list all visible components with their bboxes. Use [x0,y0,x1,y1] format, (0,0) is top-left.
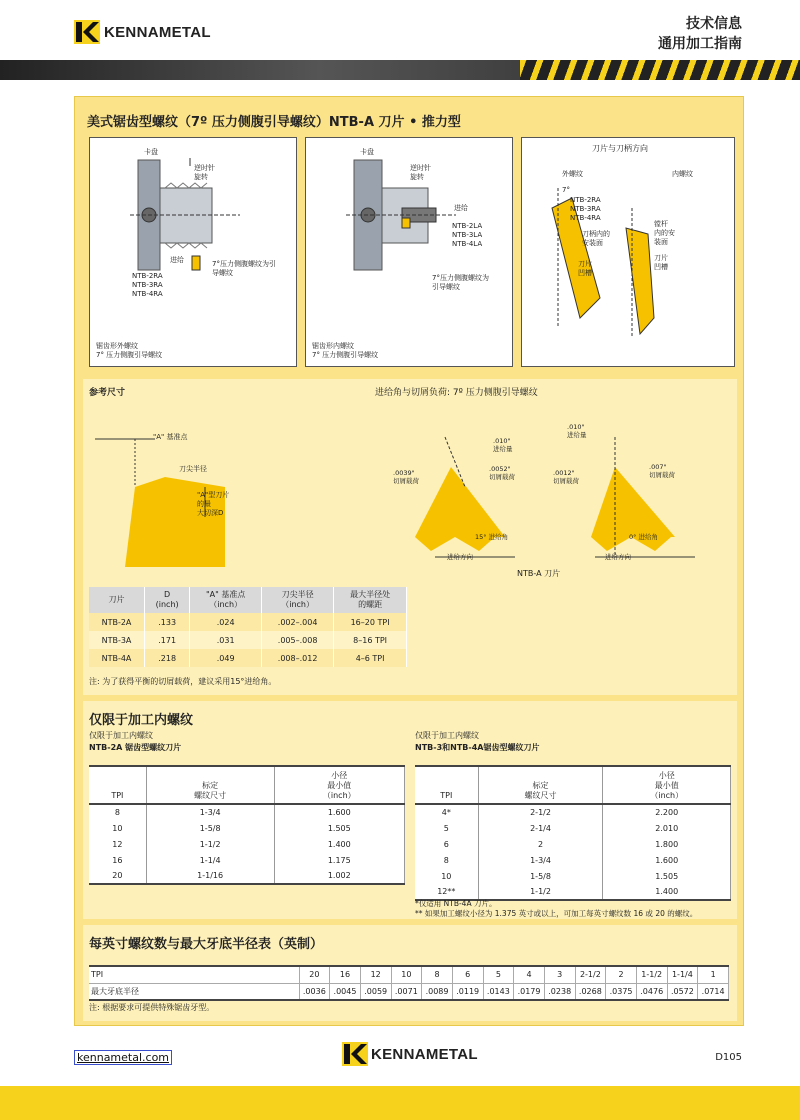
table-cell: .049 [190,649,262,667]
table-cell: 16–20 TPI [334,613,407,631]
table-cell: 4* [415,804,478,820]
table-row [89,852,405,868]
table-row [89,613,407,631]
radius-table [89,965,729,1001]
right-angle: 0° 进给角 [629,533,658,541]
table-row [89,649,407,667]
table-row [89,820,405,836]
table-cell: 2.010 [603,820,731,836]
fig2-chuck: 卡盘 [360,148,374,156]
table-cell: .0179 [514,983,545,1000]
header-stripe [0,60,800,80]
table-cell: 8–16 TPI [334,631,407,649]
tpi-label: TPI [89,966,299,983]
max-depth: "A"型刀片 的最 大切深D [197,491,230,517]
table-cell: 1-1/2 [478,884,603,900]
ref-title: 参考尺寸 [89,388,126,398]
radius-label: 最大牙底半径 [89,983,299,1000]
table-cell: NTB-3A [89,631,144,649]
k-logo-icon [342,1042,368,1066]
th-minor: 小径 最小值 （inch） [603,766,731,804]
left-sub2: NTB-2A 锯齿型螺纹刀片 [89,743,182,752]
table-cell: 8 [415,852,478,868]
table-cell: 20 [299,966,330,983]
table-header-row [89,766,405,804]
table-cell: 10 [89,820,146,836]
table-cell: .0476 [636,983,667,1000]
table-cell: .031 [190,631,262,649]
external-thread-diagram [90,138,296,366]
table-cell: NTB-4A [89,649,144,667]
left-sub1: 仅限于加工内螺纹 [89,731,153,740]
table-cell: 2-1/2 [575,966,606,983]
table-cell: .218 [144,649,189,667]
table-cell: 12 [360,966,391,983]
table-cell: 1-1/4 [667,966,698,983]
table-cell: .0089 [422,983,453,1000]
table-cell: 1-1/2 [146,836,274,852]
footer-bar [0,1086,800,1120]
fig1-caption: 锯齿形外螺纹 7° 压力侧腹引导螺纹 [96,342,163,359]
table-cell: 2 [478,836,603,852]
table-cell: .0143 [483,983,514,1000]
k-logo-icon [74,20,100,44]
fig1-ccw: 逆时针 旋转 [194,164,215,181]
header-titles [658,14,742,54]
table-cell: 2 [606,966,637,983]
th-nose-radius: 刀尖半径 （inch） [262,587,334,613]
header-line2: 通用加工指南 [658,36,742,52]
th-tpi: TPI [89,766,146,804]
right-direction: 进给方向 [605,553,631,561]
fig1-feed: 进给 [170,256,184,264]
fig3-title: 刀片与刀柄方向 [592,144,648,153]
fig2-flank: 7°压力侧腹螺纹为 引导螺纹 [432,274,489,291]
internal-thread-diagram [306,138,512,366]
table-cell: 1-1/2 [636,966,667,983]
table-cell: .024 [190,613,262,631]
table-cell: .0714 [698,983,729,1000]
th-pitch: 最大半径处 的螺距 [334,587,407,613]
left-feed: .010" 进给量 [493,437,513,453]
fig2-caption: 锯齿形内螺纹 7° 压力侧腹引导螺纹 [312,342,379,359]
table-cell: 16 [330,966,361,983]
right-sub1: 仅限于加工内螺纹 [415,731,479,740]
table-cell: 1.600 [603,852,731,868]
table-cell: 10 [391,966,422,983]
fig2-inserts: NTB-2LA NTB-3LA NTB-4LA [452,222,483,248]
note1: *仅适用 NTB-4A 刀片。 [415,899,497,908]
table-cell: 12** [415,884,478,900]
feed-title: 进给角与切屑负荷: 7º 压力侧腹引导螺纹 [375,388,538,398]
fig3-angle: 7° [562,186,570,194]
ref-note: 注: 为了获得平衡的切屑载荷，建议采用15°进给角。 [89,677,277,686]
table-cell: 1.175 [274,852,404,868]
table-cell: .0071 [391,983,422,1000]
table-header-row [415,766,731,804]
tpi-row [89,966,729,983]
table-cell: 1-1/4 [146,852,274,868]
fig3-groove-int: 刀片 凹槽 [654,254,668,271]
right-feed: .010" 进给量 [567,423,587,439]
footer-logo [342,1042,478,1066]
page-header [0,0,800,82]
table-row [415,852,731,868]
table-cell: 2-1/4 [478,820,603,836]
table-cell: .0268 [575,983,606,1000]
table-cell: 1.400 [603,884,731,900]
header-line1: 技术信息 [686,16,742,32]
fig3-groove-ext: 刀片 凹槽 [578,260,592,277]
table-row [415,804,731,820]
section4-note: 注: 根据要求可提供特殊锯齿牙型。 [89,1003,215,1012]
table-cell: 3 [544,966,575,983]
section3-title: 仅限于加工内螺纹 [89,713,194,728]
table-row [89,631,407,649]
ntb2a-table [89,765,405,885]
table-cell: 16 [89,852,146,868]
table-cell: 1.505 [603,868,731,884]
table-cell: .0045 [330,983,361,1000]
table-cell: .002–.004 [262,613,334,631]
radius-row [89,983,729,1000]
table-cell: .0036 [299,983,330,1000]
feed-angle-0-diagram [575,427,725,567]
table-cell: .008–.012 [262,649,334,667]
fig2-ccw: 逆时针 旋转 [410,164,431,181]
table-cell: 20 [89,868,146,884]
table-cell: 1-1/16 [146,868,274,884]
table-cell: 1.600 [274,804,404,820]
fig3-seat-ext: 刀柄内的 安装面 [582,230,610,247]
th-size: 标定 螺纹尺寸 [146,766,274,804]
table-row [415,884,731,900]
main-panel [74,96,744,1026]
table-row [415,820,731,836]
section1-title: 美式锯齿型螺纹（7º 压力侧腹引导螺纹）NTB-A 刀片 • 推力型 [87,115,461,130]
table-cell: .133 [144,613,189,631]
table-row [89,868,405,884]
table-cell: 8 [422,966,453,983]
table-cell: 1.800 [603,836,731,852]
footer-brand: KENNAMETAL [371,1045,478,1063]
ntb34a-table [415,765,731,901]
left-direction: 进给方向 [447,553,473,561]
th-insert: 刀片 [89,587,144,613]
right-sub2: NTB-3和NTB-4A锯齿型螺纹刀片 [415,743,540,752]
table-cell: 1-5/8 [478,868,603,884]
fig1-inserts: NTB-2RA NTB-3RA NTB-4RA [132,272,163,298]
section4-title: 每英寸螺纹数与最大牙底半径表（英制） [89,937,324,952]
fig3-internal: 内螺纹 [672,170,693,178]
fig1-flank: 7°压力侧腹螺纹为引 导螺纹 [212,260,276,277]
table-header-row [89,587,407,613]
table-cell: 4–6 TPI [334,649,407,667]
feed-angle-15-diagram [395,427,545,567]
table-cell: 1-3/4 [146,804,274,820]
table-row [89,836,405,852]
table-cell: .0238 [544,983,575,1000]
table-row [89,804,405,820]
table-cell: 12 [89,836,146,852]
table-cell: .171 [144,631,189,649]
table-cell: .0059 [360,983,391,1000]
table-cell: 6 [452,966,483,983]
table-row [415,836,731,852]
nose-radius: 刀尖半径 [179,465,207,473]
fig2-feed: 进给 [454,204,468,212]
table-row [415,868,731,884]
table-cell: .0572 [667,983,698,1000]
table-cell: 1.505 [274,820,404,836]
th-d: D (inch) [144,587,189,613]
left-load2: .0052" 切屑载荷 [489,465,515,481]
right-load1: .0012" 切屑载荷 [553,469,579,485]
orientation-diagram [522,138,734,366]
table-cell: 2.200 [603,804,731,820]
fig3-inserts: NTB-2RA NTB-3RA NTB-4RA [570,196,601,222]
kennametal-logo [74,20,211,44]
table-cell: 1 [698,966,729,983]
table-cell: 6 [415,836,478,852]
brand-name: KENNAMETAL [104,23,211,41]
table-cell: 1.002 [274,868,404,884]
fig3-seat-int: 镗杆 内的安 装面 [654,220,675,246]
figure-insert-orientation [521,137,735,367]
table-cell: 5 [415,820,478,836]
fig1-chuck: 卡盘 [144,148,158,156]
left-angle: 15° 进给角 [475,533,509,541]
table-cell: .0375 [606,983,637,1000]
reference-insert-diagram [95,427,255,567]
right-load2: .007" 切屑载荷 [649,463,675,479]
page-number: D105 [715,1052,742,1063]
insert-label: NTB-A 刀片 [517,569,561,578]
table-cell: .005–.008 [262,631,334,649]
table-cell: 1.400 [274,836,404,852]
table-cell: 5 [483,966,514,983]
ref-point: "A" 基准点 [153,433,188,441]
table-cell: 1-3/4 [478,852,603,868]
th-minor: 小径 最小值 （inch） [274,766,404,804]
table-cell: .0119 [452,983,483,1000]
table-cell: 1-5/8 [146,820,274,836]
th-tpi: TPI [415,766,478,804]
page-footer [0,1030,800,1120]
table-cell: 8 [89,804,146,820]
table-cell: 10 [415,868,478,884]
fig3-external: 外螺纹 [562,170,583,178]
figure-internal-thread [305,137,513,367]
figure-external-thread [89,137,297,367]
note2: ** 如果加工螺纹小径为 1.375 英寸或以上，可加工每英寸螺纹数 16 或 20 的螺纹。 [415,909,698,918]
th-a-point: "A" 基准点 （inch） [190,587,262,613]
th-size: 标定 螺纹尺寸 [478,766,603,804]
reference-table [89,587,407,667]
table-cell: 4 [514,966,545,983]
website-link[interactable]: kennametal.com [74,1050,172,1065]
left-load1: .0039" 切屑载荷 [393,469,419,485]
table-cell: 2-1/2 [478,804,603,820]
table-cell: NTB-2A [89,613,144,631]
